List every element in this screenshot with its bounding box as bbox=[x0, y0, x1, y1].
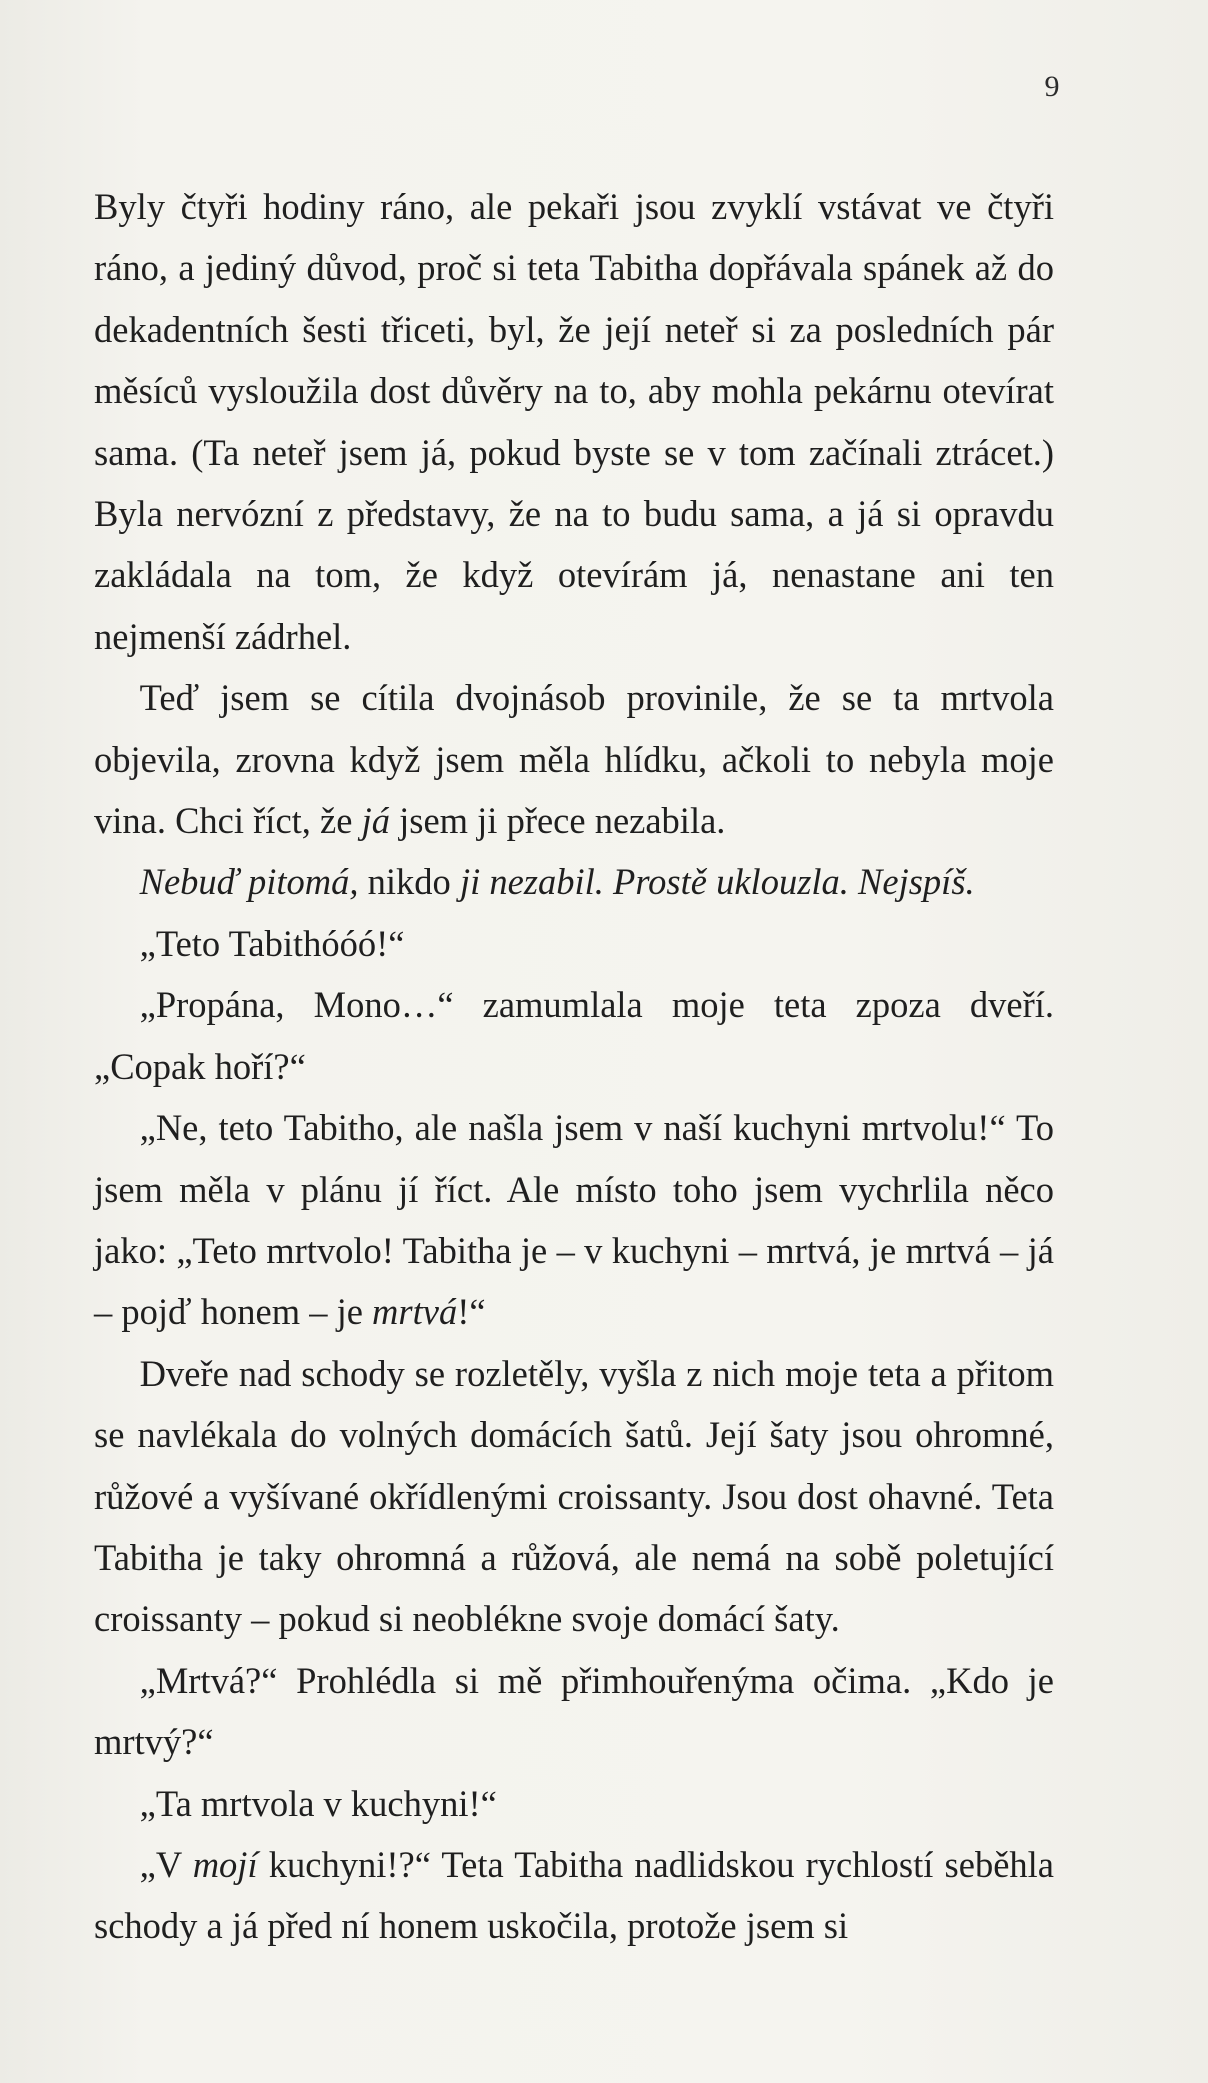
text-segment: Teď jsem se cítila dvojnásob provinile, že se ta mrtvola objevila, zrovna když jsem měla hlídku, ačkoli to nebyla moje vina. Chci říct, že bbox=[94, 677, 1054, 842]
paragraph-p10 bbox=[94, 1834, 1054, 1957]
page-number: 9 bbox=[1044, 70, 1060, 103]
text-segment: nikdo bbox=[358, 861, 460, 903]
paragraph-p7 bbox=[94, 1343, 1054, 1650]
text-segment: kuchyni!?“ Teta Tabitha nadlidskou rychlostí seběhla schody a já před ní honem uskočila, protože jsem si bbox=[94, 1843, 1054, 1947]
paragraph-p5 bbox=[94, 974, 1054, 1097]
body-text bbox=[94, 176, 1054, 1957]
text-segment: „Teto Tabithóóó!“ bbox=[139, 922, 405, 964]
paragraph-p1 bbox=[94, 176, 1054, 667]
italic-text: já bbox=[361, 800, 390, 842]
italic-text: ji nezabil. Prostě uklouzla. Nejspíš. bbox=[459, 861, 975, 903]
paragraph-p8 bbox=[94, 1650, 1054, 1773]
text-segment: „Ne, teto Tabitho, ale našla jsem v naší kuchyni mrtvolu!“ To jsem měla v plánu jí říct. Ale místo toho jsem vychrlila něco jako: „Teto mrtvolo! Tabitha je – v kuchyni – mrtvá, je mrtvá – já – pojď honem – je bbox=[94, 1107, 1054, 1333]
text-segment: Byly čtyři hodiny ráno, ale pekaři jsou zvyklí vstávat ve čtyři ráno, a jediný důvod, proč si teta Tabitha dopřávala spánek až do dekadentních šesti třiceti, byl, že její neteř si za posledních pár měsíců vysloužila dost důvěry na to, aby mohla pekárnu otevírat sama. (Ta neteř jsem já, pokud byste se v tom začínali ztrácet.) Byla nervózní z představy, že na to budu sama, a já si opravdu zakládala na tom, že když otevírám já, nenastane ani ten nejmenší zádrhel. bbox=[94, 186, 1054, 657]
paragraph-p2 bbox=[94, 667, 1054, 851]
paragraph-p4 bbox=[94, 913, 1054, 974]
text-segment: „Propána, Mono…“ zamumlala moje teta zpoza dveří. „Copak hoří?“ bbox=[94, 984, 1054, 1087]
text-segment: Dveře nad schody se rozletěly, vyšla z nich moje teta a přitom se navlékala do volných domácích šatů. Její šaty jsou ohromné, růžové a vyšívané okřídlenými croissanty. Jsou dost ohavné. Teta Tabitha je taky ohromná a růžová, ale nemá na sobě poletující croissanty – pokud si neoblékne svoje domácí šaty. bbox=[94, 1352, 1054, 1640]
text-segment: jsem ji přece nezabila. bbox=[389, 800, 726, 842]
text-segment: !“ bbox=[457, 1291, 486, 1333]
paragraph-p6 bbox=[94, 1097, 1054, 1343]
italic-text: mrtvá bbox=[372, 1291, 458, 1333]
paragraph-p3 bbox=[94, 851, 1054, 912]
italic-text: mojí bbox=[192, 1843, 258, 1885]
text-segment: „V bbox=[139, 1843, 193, 1885]
italic-text: Nebuď pitomá, bbox=[139, 861, 359, 903]
text-segment: „Mrtvá?“ Prohlédla si mě přimhouřenýma očima. „Kdo je mrtvý?“ bbox=[94, 1659, 1054, 1763]
paragraph-p9 bbox=[94, 1773, 1054, 1834]
text-segment: „Ta mrtvola v kuchyni!“ bbox=[139, 1782, 497, 1824]
